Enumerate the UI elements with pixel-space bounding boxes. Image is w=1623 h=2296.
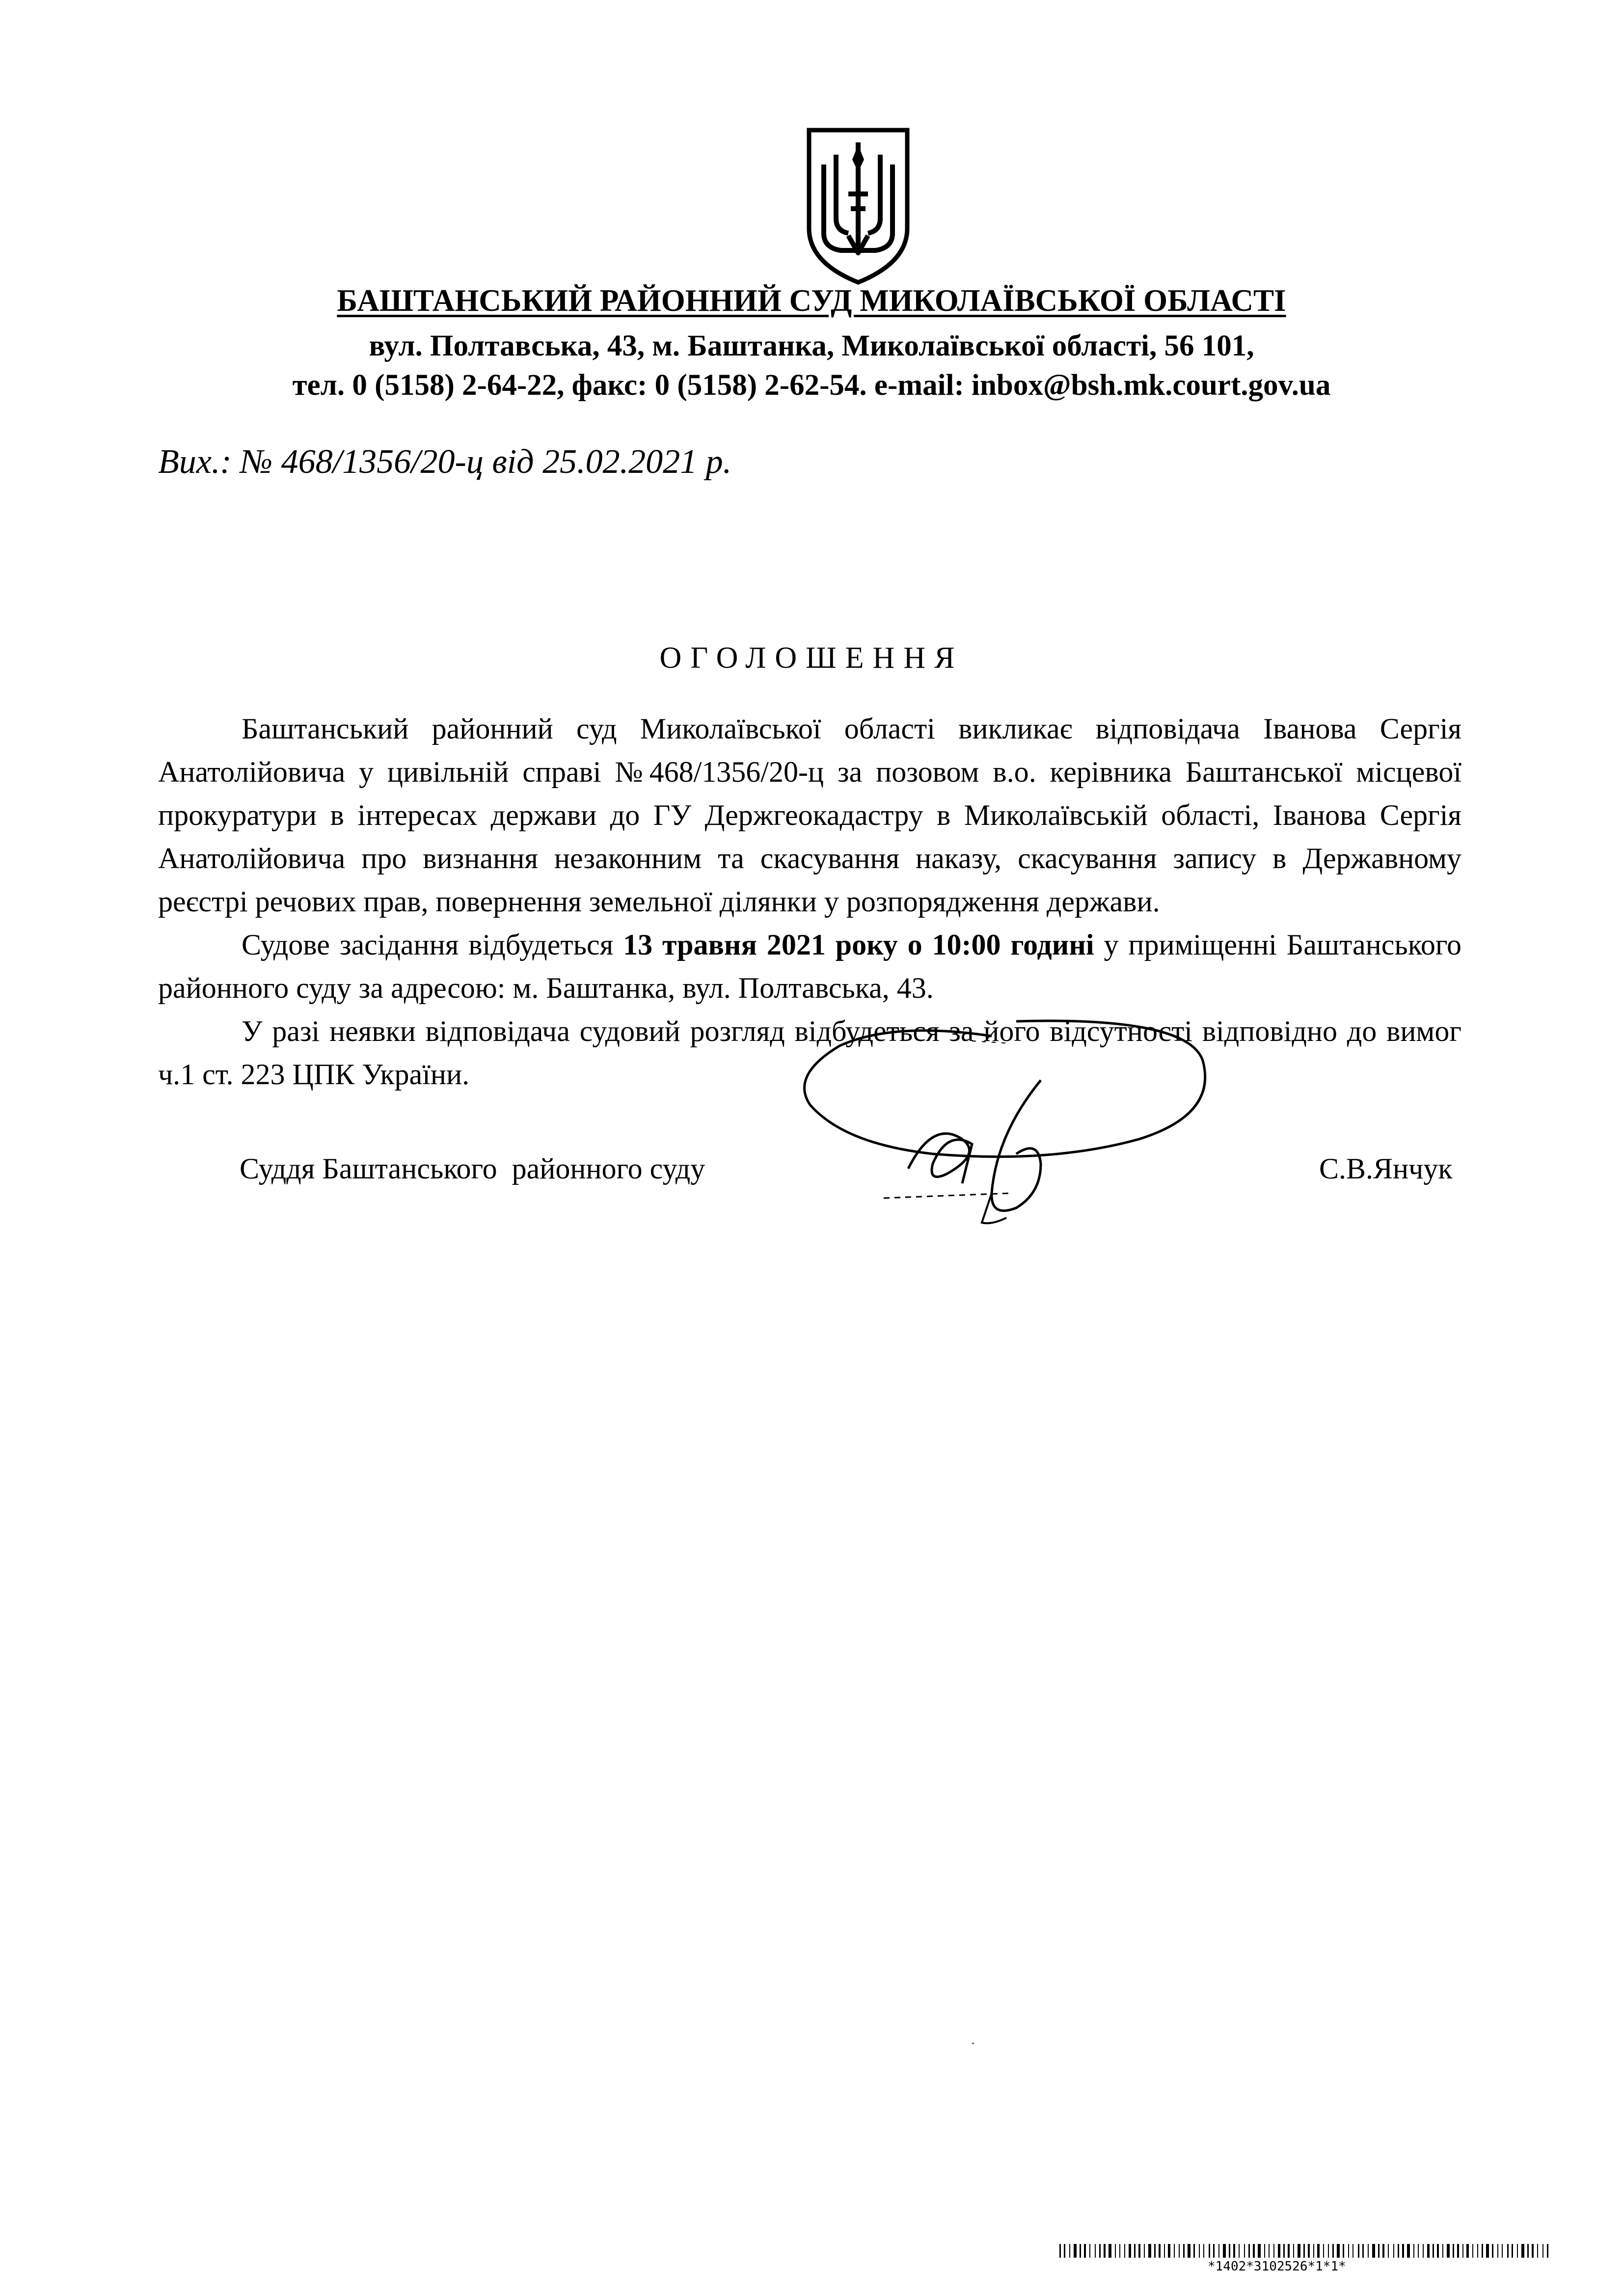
barcode-bar <box>1109 2244 1111 2258</box>
barcode-bar <box>1278 2244 1280 2258</box>
court-address-line: вул. Полтавська, 43, м. Баштанка, Миколаївської області, 56 101, <box>369 329 1254 362</box>
barcode-bar <box>1537 2244 1538 2258</box>
barcode-bar <box>1115 2244 1116 2258</box>
barcode-bar <box>1203 2244 1204 2258</box>
barcode-bar <box>1337 2244 1340 2258</box>
barcode-bar <box>1332 2244 1334 2258</box>
barcode-bar <box>1442 2244 1443 2258</box>
barcode-bar <box>1134 2244 1136 2258</box>
hearing-date-time: 13 травня 2021 року о 10:00 годині <box>623 929 1094 961</box>
barcode-bar <box>1348 2244 1349 2258</box>
barcode-bar <box>1427 2244 1430 2258</box>
barcode-bar <box>1099 2244 1101 2258</box>
barcode-bar <box>1213 2244 1215 2258</box>
barcode-bar <box>1104 2244 1106 2258</box>
barcode-bar <box>1486 2244 1489 2258</box>
barcode-bar <box>1407 2244 1410 2258</box>
barcode-bar <box>1507 2244 1509 2258</box>
barcode-bar <box>1084 2244 1086 2258</box>
barcode-bar <box>1453 2244 1454 2258</box>
scan-speck <box>972 2043 974 2044</box>
barcode-bar <box>1229 2244 1230 2258</box>
barcode-bar <box>1293 2244 1294 2258</box>
hearing-text-after: у приміщенні Баштанського районного суду за адресою: м. Баштанка, вул. Полтавська, 43. <box>158 929 1461 1004</box>
barcode-bar <box>1089 2244 1090 2258</box>
barcode-bar <box>1328 2244 1329 2258</box>
barcode-bar <box>1532 2244 1534 2258</box>
document-title: ОГОЛОШЕННЯ <box>659 641 964 675</box>
barcode-bar <box>1193 2244 1195 2258</box>
barcode-bar <box>1497 2244 1498 2258</box>
barcode-bar <box>1248 2244 1250 2258</box>
barcode-bar <box>1457 2244 1459 2258</box>
barcode-bar <box>1521 2244 1524 2258</box>
barcode-bar <box>1144 2244 1145 2258</box>
barcode-bar <box>1313 2244 1314 2258</box>
handwritten-signature <box>785 1007 1227 1252</box>
barcode-bar <box>1433 2244 1434 2258</box>
barcode-bar <box>1239 2244 1240 2258</box>
barcode-bar <box>1069 2244 1070 2258</box>
hearing-text-before: Судове засідання відбудеться <box>242 929 614 961</box>
barcode-bar <box>1378 2244 1380 2258</box>
barcode-bar <box>1209 2244 1210 2258</box>
barcode-bar <box>1547 2244 1548 2258</box>
paragraph-absence-notice: У разі неявки відповідача судовий розгляд відбудеться за його відсутності відповідно до вимог ч.1 ст. 223 ЦПК України. <box>158 1015 1461 1091</box>
barcode-bar <box>1298 2244 1300 2258</box>
barcode-bar <box>1138 2244 1140 2258</box>
barcode-bar <box>1269 2244 1270 2258</box>
barcode-bar <box>1183 2244 1185 2258</box>
barcode-bar <box>1368 2244 1369 2258</box>
barcode-bar <box>1264 2244 1265 2258</box>
outgoing-number: Вих.: № 468/1356/20-ц від 25.02.2021 р. <box>158 443 732 481</box>
barcode-bar <box>1218 2244 1219 2258</box>
barcode-bar <box>1174 2244 1175 2258</box>
barcode-bar <box>1388 2244 1389 2258</box>
barcode-bar <box>1303 2244 1305 2258</box>
barcode-bar <box>1059 2244 1061 2258</box>
barcode-bar <box>1129 2244 1131 2258</box>
barcode-bar <box>1362 2244 1364 2258</box>
barcode-bar <box>1154 2244 1156 2258</box>
barcode-bar <box>1188 2244 1190 2258</box>
barcode-bar <box>1512 2244 1513 2258</box>
paragraph-hearing <box>158 923 1461 1010</box>
barcode-bar <box>1164 2244 1165 2258</box>
barcode-bar <box>1437 2244 1439 2258</box>
barcode-bar <box>1258 2244 1261 2258</box>
barcode-bar <box>1317 2244 1320 2258</box>
barcode-bar <box>1413 2244 1414 2258</box>
barcode-bar <box>1398 2244 1399 2258</box>
barcode-bar <box>1517 2244 1518 2258</box>
court-contacts-line: тел. 0 (5158) 2-64-22, факс: 0 (5158) 2-62-54. e-mail: inbox@bsh.mk.court.gov.ua <box>292 369 1331 402</box>
barcode-bar <box>1358 2244 1359 2258</box>
barcode-bar <box>1352 2244 1353 2258</box>
barcode-bar <box>1372 2244 1375 2258</box>
barcode-bar <box>1064 2244 1065 2258</box>
barcode-bar <box>1148 2244 1151 2258</box>
barcode-bar <box>1527 2244 1529 2258</box>
barcode-bar <box>1542 2244 1543 2258</box>
barcode-bar <box>1466 2244 1469 2258</box>
barcode-bar <box>1402 2244 1404 2258</box>
barcode-bar <box>1119 2244 1120 2258</box>
barcode-bar <box>1393 2244 1394 2258</box>
paragraph-summons: Баштанський районний суд Миколаївської області викликає відповідача Іванова Сергія Анатолійовича у цивільній справі №468/1356/20-ц за позовом в.о. керівника Баштанської місцевої прокуратури в інтересах держави до ГУ Держгеокадастру в Миколаївській області, Іванова Сергія Анатолійовича про визнання незаконним та скасування наказу, скасування запису в Державному реєстрі речових прав, повернення земельної ділянки у розпорядження держави. <box>158 712 1461 918</box>
barcode-number: *1402*3102526*1*1* <box>1208 2259 1346 2274</box>
barcode-bar <box>1199 2244 1200 2258</box>
judge-position: Суддя Баштанського районного суду <box>240 1152 705 1185</box>
barcode-bar <box>1253 2244 1255 2258</box>
barcode-bar <box>1492 2244 1493 2258</box>
barcode-bar <box>1423 2244 1424 2258</box>
barcode-bar <box>1095 2244 1096 2258</box>
barcode-bar <box>1179 2244 1180 2258</box>
barcode-bar <box>1080 2244 1081 2258</box>
judge-name: С.В.Янчук <box>1319 1152 1453 1185</box>
barcode-bar <box>1233 2244 1235 2258</box>
barcode-bar <box>1124 2244 1125 2258</box>
barcode-bar <box>1472 2244 1473 2258</box>
barcode-bar <box>1462 2244 1463 2258</box>
barcode-bar <box>1074 2244 1077 2258</box>
barcode-bar <box>1382 2244 1384 2258</box>
barcode-bar <box>1482 2244 1483 2258</box>
barcode-bar <box>1323 2244 1324 2258</box>
barcode-bar <box>1477 2244 1478 2258</box>
barcode-bar <box>1418 2244 1419 2258</box>
barcode-bar <box>1168 2244 1170 2258</box>
barcode-bar <box>1223 2244 1226 2258</box>
court-name-heading: БАШТАНСЬКИЙ РАЙОННИЙ СУД МИКОЛАЇВСЬКОЇ ОБЛАСТІ <box>337 283 1286 318</box>
barcode-bar <box>1159 2244 1161 2258</box>
barcode-bar <box>1447 2244 1450 2258</box>
barcode-bar <box>1288 2244 1290 2258</box>
barcode-bar <box>1273 2244 1274 2258</box>
coat-of-arms-emblem <box>802 125 915 285</box>
barcode-bar <box>1244 2244 1245 2258</box>
barcode-bar <box>1308 2244 1310 2258</box>
barcode-bar <box>1283 2244 1285 2258</box>
barcode-bar <box>1343 2244 1344 2258</box>
barcode-bar <box>1502 2244 1503 2258</box>
